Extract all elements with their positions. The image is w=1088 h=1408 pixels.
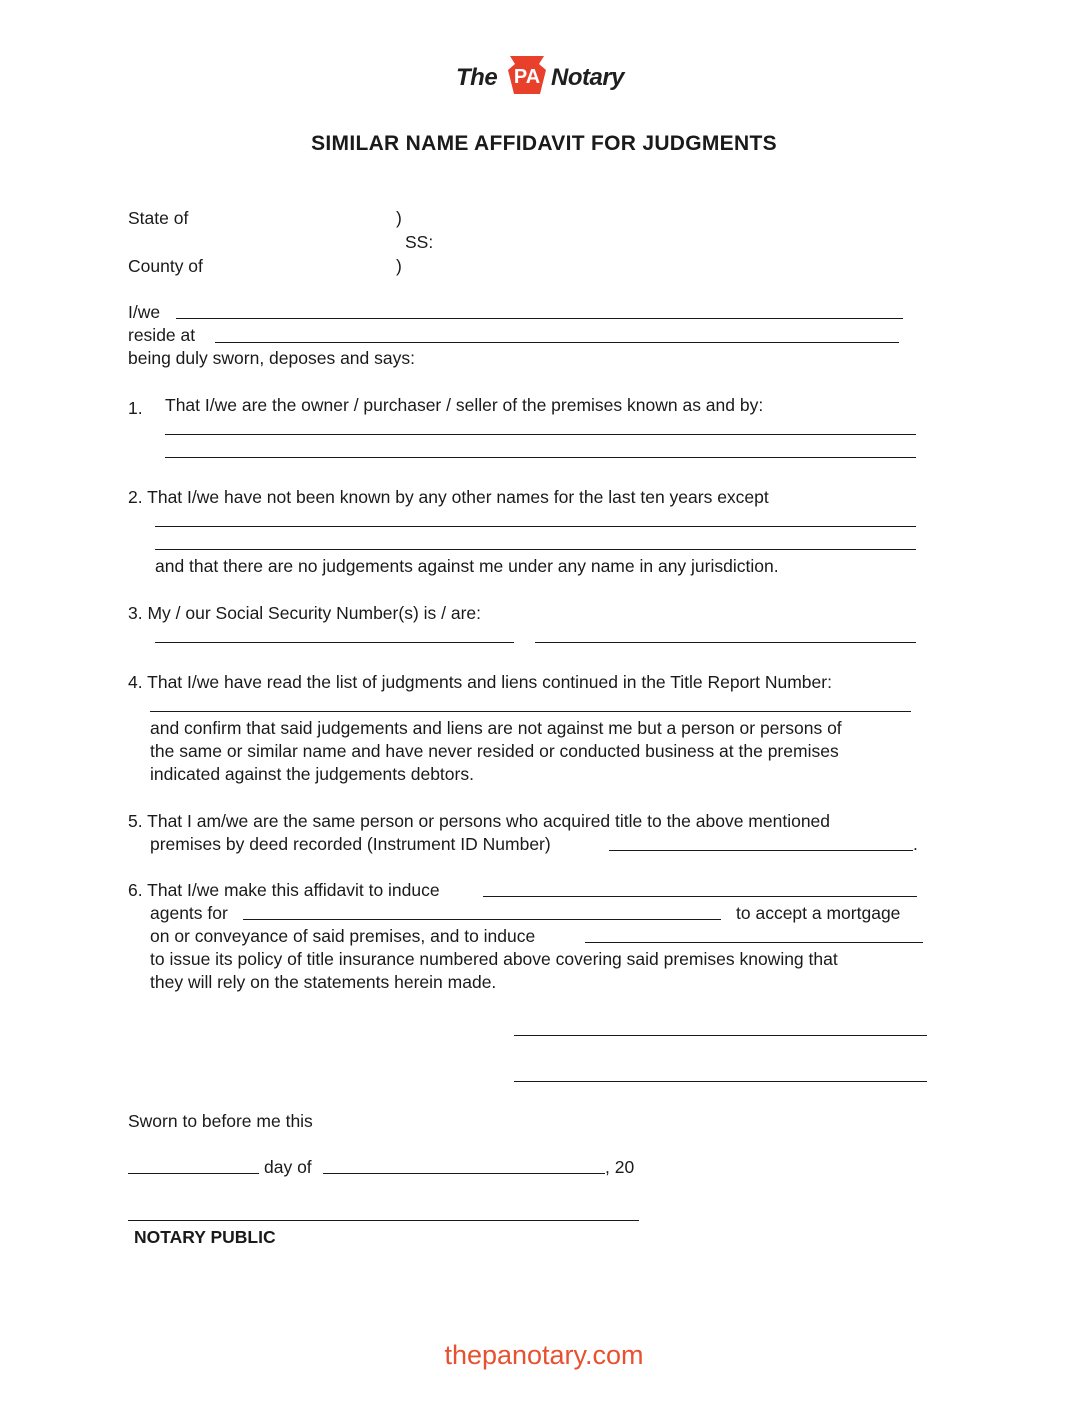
document-title: SIMILAR NAME AFFIDAVIT FOR JUDGMENTS bbox=[311, 132, 777, 155]
notary-public-label: NOTARY PUBLIC bbox=[134, 1227, 276, 1247]
item-2-text: 2. That I/we have not been known by any other names for the last ten years except bbox=[128, 487, 769, 507]
item-4-text: 4. That I/we have read the list of judgments and liens continued in the Title Report Number: bbox=[128, 672, 832, 692]
item-6-accept-mortgage: to accept a mortgage bbox=[736, 903, 901, 923]
induce-party-line[interactable] bbox=[483, 896, 917, 897]
item-2-continuation: and that there are no judgements against me under any name in any jurisdiction. bbox=[155, 556, 779, 576]
day-line[interactable] bbox=[128, 1173, 259, 1174]
reside-at-label: reside at bbox=[128, 325, 196, 345]
iwe-label: I/we bbox=[128, 302, 161, 322]
sworn-before-me: Sworn to before me this bbox=[128, 1111, 313, 1131]
agents-for-line[interactable] bbox=[243, 919, 721, 920]
item-1-text: That I/we are the owner / purchaser / seller of the premises known as and by: bbox=[165, 395, 764, 415]
iwe-name-line[interactable] bbox=[176, 318, 903, 319]
item-4-line-2: the same or similar name and have never resided or conducted business at the premises bbox=[150, 741, 839, 761]
ssn-line-1[interactable] bbox=[155, 642, 514, 643]
state-paren: ) bbox=[396, 208, 402, 228]
affiant-signature-line-1[interactable] bbox=[514, 1035, 927, 1036]
affiant-signature-line-2[interactable] bbox=[514, 1081, 927, 1082]
logo-word-notary: Notary bbox=[551, 64, 625, 91]
ssn-line-2[interactable] bbox=[535, 642, 916, 643]
premises-line-2[interactable] bbox=[165, 457, 916, 458]
item-5-line-1: 5. That I am/we are the same person or persons who acquired title to the above mentioned bbox=[128, 811, 831, 831]
other-names-line-2[interactable] bbox=[155, 549, 916, 550]
other-names-line-1[interactable] bbox=[155, 526, 916, 527]
county-of-label: County of bbox=[128, 256, 203, 276]
item-3-text: 3. My / our Social Security Number(s) is / are: bbox=[128, 603, 482, 623]
day-of-label: day of bbox=[264, 1157, 312, 1177]
footer-website[interactable]: thepanotary.com bbox=[444, 1340, 644, 1370]
logo-badge-pa: PA bbox=[513, 66, 541, 88]
county-paren: ) bbox=[396, 256, 402, 276]
item-5-line-2: premises by deed recorded (Instrument ID Number) bbox=[150, 834, 551, 854]
reside-at-line[interactable] bbox=[215, 342, 899, 343]
item-4-line-3: indicated against the judgements debtors. bbox=[150, 764, 474, 784]
ss-label: SS: bbox=[405, 232, 434, 252]
sworn-statement: being duly sworn, deposes and says: bbox=[128, 348, 415, 368]
item-6-line-4: to issue its policy of title insurance numbered above covering said premises knowing that bbox=[150, 949, 838, 969]
item-6-line-3: on or conveyance of said premises, and to induce bbox=[150, 926, 536, 946]
premises-line-1[interactable] bbox=[165, 434, 916, 435]
logo-word-the: The bbox=[456, 64, 498, 91]
item-6-line-1: 6. That I/we make this affidavit to induce bbox=[128, 880, 440, 900]
title-insurer-line[interactable] bbox=[585, 942, 923, 943]
item-4-line-1: and confirm that said judgements and liens are not against me but a person or persons of bbox=[150, 718, 842, 738]
item-6-agents-for: agents for bbox=[150, 903, 228, 923]
item-5-period: . bbox=[913, 834, 918, 854]
notary-signature-line[interactable] bbox=[128, 1220, 639, 1221]
year-label: , 20 bbox=[605, 1157, 635, 1177]
title-report-number-line[interactable] bbox=[150, 711, 911, 712]
item-6-line-5: they will rely on the statements herein made. bbox=[150, 972, 497, 992]
state-of-label: State of bbox=[128, 208, 189, 228]
instrument-id-line[interactable] bbox=[609, 850, 913, 851]
item-1-number: 1. bbox=[128, 398, 143, 418]
month-line[interactable] bbox=[323, 1173, 605, 1174]
